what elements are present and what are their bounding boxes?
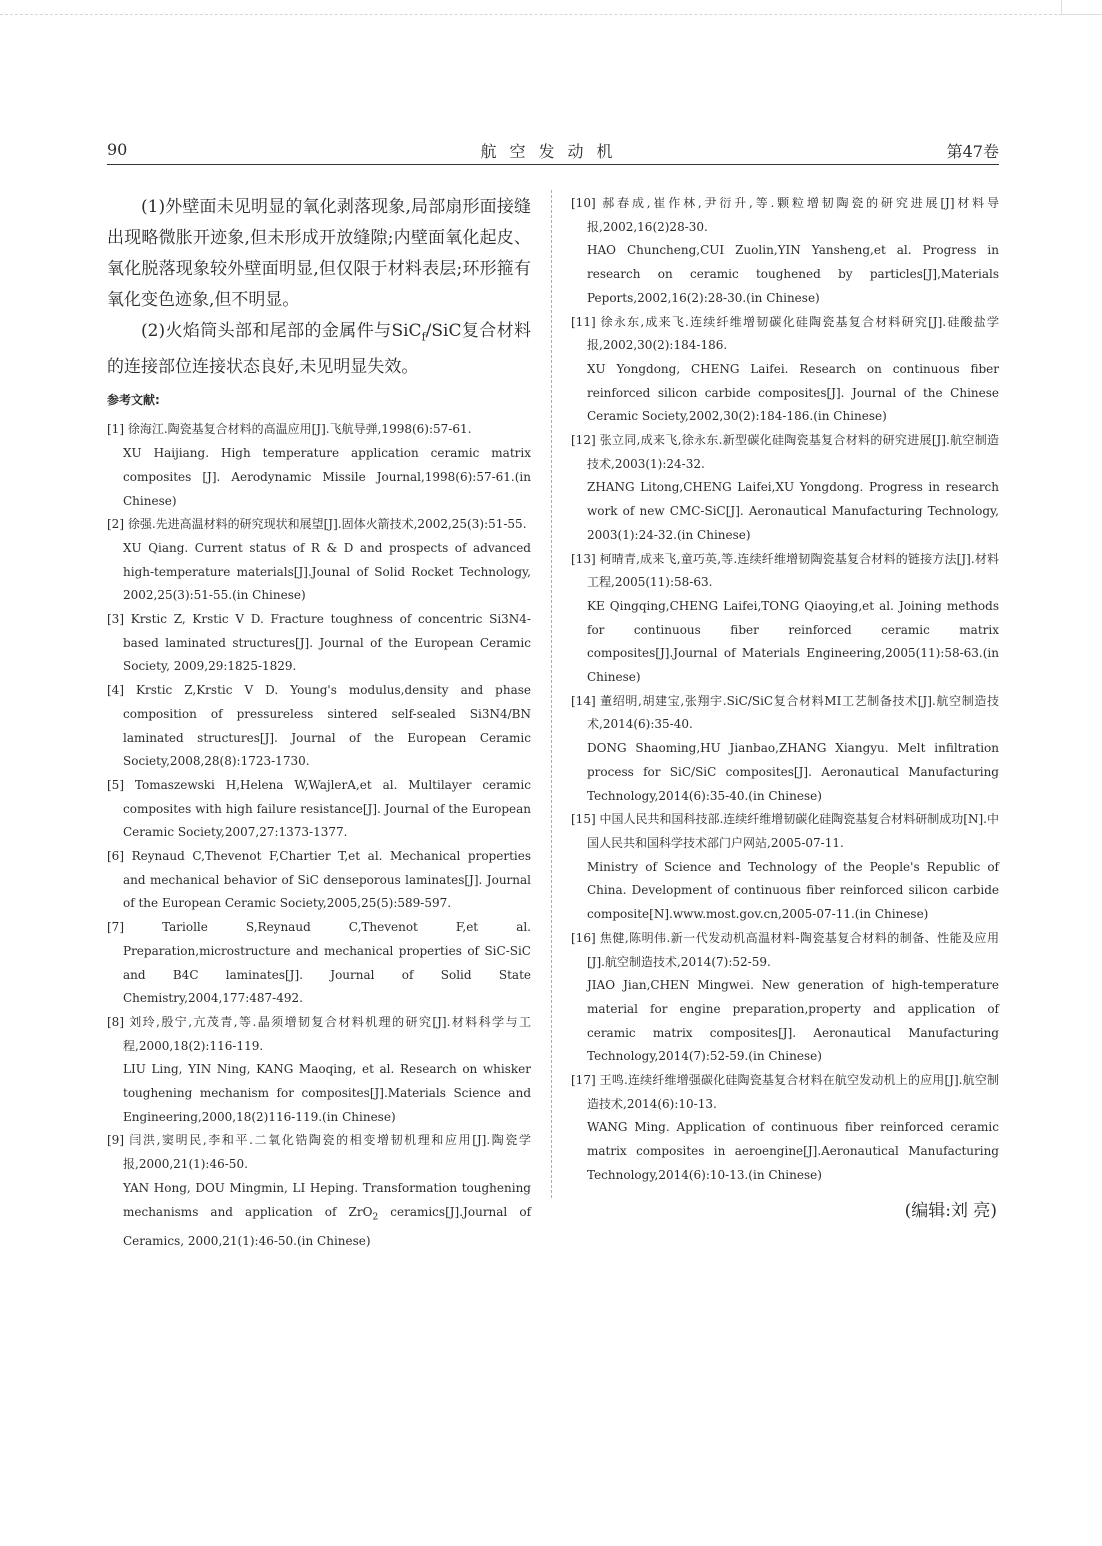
reference-citation: [13] 柯晴青,成来飞,童巧英,等.连续纤维增韧陶瓷基复合材料的链接方法[J].材料工程,2005(11):58-63. xyxy=(571,551,999,590)
reference-citation: [3] Krstic Z, Krstic V D. Fracture toughness of concentric Si3N4-based laminated structures[J]. Journal of the European Ceramic Society, 2009,29:1825-1829. xyxy=(107,612,531,674)
reference-english: KE Qingqing,CHENG Laifei,TONG Qiaoying,et al. Joining methods for continuous fiber reinforced ceramic matrix composites[J].Journal of Materials Engineering,2005(11):58-63.(in Chinese) xyxy=(587,598,999,685)
references-heading: 参考文献: xyxy=(107,393,160,408)
reference-item xyxy=(571,548,999,690)
reference-item xyxy=(571,429,999,548)
running-header xyxy=(107,138,999,164)
reference-citation: [8] 刘玲,殷宁,亢茂青,等.晶须增韧复合材料机理的研究[J].材料科学与工程,2000,18(2):116-119. xyxy=(107,1014,531,1053)
reference-item xyxy=(571,192,999,311)
para2-text-b: /SiC复合材料的连接部位连接状态良好,未见明显失效。 xyxy=(107,321,531,378)
reference-english: Ministry of Science and Technology of the People's Republic of China. Development of continuous fiber reinforced silicon carbide composite[N].www.most.gov.cn,2005-07-11.(in Chinese) xyxy=(587,859,999,922)
reference-item xyxy=(107,608,531,679)
reference-item xyxy=(107,1129,531,1253)
conclusion-paragraph-2 xyxy=(107,316,531,383)
reference-citation: [2] 徐强.先进高温材料的研究现状和展望[J].固体火箭技术,2002,25(3):51-55. xyxy=(107,517,527,532)
reference-citation: [7] Tariolle S,Reynaud C,Thevenot F,et al. Preparation,microstructure and mechanical properties of SiC-SiC and B4C laminates[J]. Journal of Solid State Chemistry,2004,177:487-492. xyxy=(107,920,531,1006)
reference-citation: [9] 闫洪,窦明民,李和平.二氧化锆陶瓷的相变增韧机理和应用[J].陶瓷学报,2000,21(1):46-50. xyxy=(107,1133,531,1172)
reference-citation: [10] 郝春成,崔作林,尹衍升,等.颗粒增韧陶瓷的研究进展[J]材料导报,2002,16(2)28-30. xyxy=(571,196,999,234)
reference-english: XU Yongdong, CHENG Laifei. Research on continuous fiber reinforced silicon carbide composites[J]. Journal of the Chinese Ceramic Society,2002,30(2):184-186.(in Chinese) xyxy=(587,361,999,424)
header-rule xyxy=(107,164,999,165)
para2-subscript: f xyxy=(421,330,426,344)
ref9-subscript: 2 xyxy=(372,1211,379,1222)
reference-item xyxy=(571,1069,999,1188)
crop-mark xyxy=(1061,0,1102,15)
ref9-english-b: ceramics[J].Journal of Ceramics, 2000,21(1):46-50.(in Chinese) xyxy=(123,1204,532,1248)
reference-citation: [1] 徐海江.陶瓷基复合材料的高温应用[J].飞航导弹,1998(6):57-61. xyxy=(107,422,472,437)
reference-item xyxy=(107,418,531,513)
right-column xyxy=(571,192,999,1221)
reference-english: HAO Chuncheng,CUI Zuolin,YIN Yansheng,et al. Progress in research on ceramic toughened by particles[J],Materials Peports,2002,16(2):28-30.(in Chinese) xyxy=(587,243,999,305)
column-divider xyxy=(551,190,552,1198)
reference-english: DONG Shaoming,HU Jianbao,ZHANG Xiangyu. Melt infiltration process for SiC/SiC composites[J]. Aeronautical Manufacturing Technology,2014(6):35-40.(in Chinese) xyxy=(587,741,999,803)
reference-item xyxy=(107,513,531,608)
reference-item xyxy=(571,808,999,927)
reference-item xyxy=(107,679,531,774)
reference-english: JIAO Jian,CHEN Mingwei. New generation of high-temperature material for engine preparation,property and application of ceramic matrix composites[J]. Aeronautical Manufacturing Technology,2014(7):52-59.(in Chinese) xyxy=(587,978,999,1064)
reference-english: XU Haijiang. High temperature application ceramic matrix composites [J]. Aerodynamic Missile Journal,1998(6):57-61.(in Chinese) xyxy=(123,446,531,508)
reference-item xyxy=(107,916,531,1011)
reference-item xyxy=(107,1011,531,1130)
reference-citation: [6] Reynaud C,Thevenot F,Chartier T,et al. Mechanical properties and mechanical behavior of SiC denseporous laminates[J]. Journal of the European Ceramic Society,2005,25(5):589-597. xyxy=(107,849,531,911)
reference-item xyxy=(107,845,531,916)
para2-text-a: (2)火焰筒头部和尾部的金属件与SiC xyxy=(141,321,422,341)
conclusion-paragraph-1: (1)外壁面未见明显的氧化剥落现象,局部扇形面接缝出现略微胀开迹象,但未形成开放缝隙;内壁面氧化起皮、氧化脱落现象较外壁面明显,但仅限于材料表层;环形箍有氧化变色迹象,但不明显。 xyxy=(107,197,531,310)
journal-title: 航空发动机 xyxy=(480,142,626,161)
reference-citation: [17] 王鸣.连续纤维增强碳化硅陶瓷基复合材料在航空发动机上的应用[J].航空制造技术,2014(6):10-13. xyxy=(571,1073,999,1111)
volume-label: 第47卷 xyxy=(946,142,999,161)
reference-citation: [12] 张立同,成来飞,徐永东.新型碳化硅陶瓷基复合材料的研究进展[J].航空制造技术,2003(1):24-32. xyxy=(571,433,999,471)
editor-note: (编辑:刘 亮) xyxy=(904,1200,997,1221)
reference-citation: [11] 徐永东,成来飞.连续纤维增韧碳化硅陶瓷基复合材料研究[J].硅酸盐学报,2002,30(2):184-186. xyxy=(571,314,999,353)
reference-english: ZHANG Litong,CHENG Laifei,XU Yongdong. Progress in research work of new CMC-SiC[J]. Aeronautical Manufacturing Technology, 2003(1):24-32.(in Chinese) xyxy=(587,480,999,542)
reference-citation: [15] 中国人民共和国科技部.连续纤维增韧碳化硅陶瓷基复合材料研制成功[N].中国人民共和国科学技术部门户网站,2005-07-11. xyxy=(571,812,999,850)
ref9-english-a: YAN Hong, DOU Mingmin, LI Heping. Transformation toughening mechanisms and application of ZrO xyxy=(123,1180,531,1219)
reference-item xyxy=(571,690,999,809)
reference-english xyxy=(107,1177,531,1254)
reference-item xyxy=(571,927,999,1069)
reference-english: XU Qiang. Current status of R & D and prospects of advanced high-temperature materials[J].Jounal of Solid Rocket Technology, 2002,25(3):51-55.(in Chinese) xyxy=(123,540,531,603)
reference-citation: [5] Tomaszewski H,Helena W,WajlerA,et al. Multilayer ceramic composites with high failure resistance[J]. Journal of the European Ceramic Society,2007,27:1373-1377. xyxy=(107,777,531,840)
top-trim-line xyxy=(0,14,1102,15)
reference-item xyxy=(571,311,999,430)
left-column xyxy=(107,192,531,1253)
reference-item xyxy=(107,774,531,845)
page-number: 90 xyxy=(107,140,128,159)
reference-citation: [14] 董绍明,胡建宝,张翔宇.SiC/SiC复合材料MI工艺制备技术[J].航空制造技术,2014(6):35-40. xyxy=(571,693,999,732)
reference-english: LIU Ling, YIN Ning, KANG Maoqing, et al. Research on whisker toughening mechanism for composites[J].Materials Science and Engineering,2000,18(2)116-119.(in Chinese) xyxy=(123,1062,531,1124)
reference-english: WANG Ming. Application of continuous fiber reinforced ceramic matrix composites in aeroengine[J].Aeronautical Manufacturing Technology,2014(6):10-13.(in Chinese) xyxy=(587,1120,999,1182)
reference-citation: [16] 焦健,陈明伟.新一代发动机高温材料-陶瓷基复合材料的制备、性能及应用[J].航空制造技术,2014(7):52-59. xyxy=(571,930,999,969)
reference-citation: [4] Krstic Z,Krstic V D. Young's modulus,density and phase composition of pressureless sintered self-sealed Si3N4/BN laminated structures[J]. Journal of the European Ceramic Society,2008,28(8):1723-1730. xyxy=(107,683,531,769)
